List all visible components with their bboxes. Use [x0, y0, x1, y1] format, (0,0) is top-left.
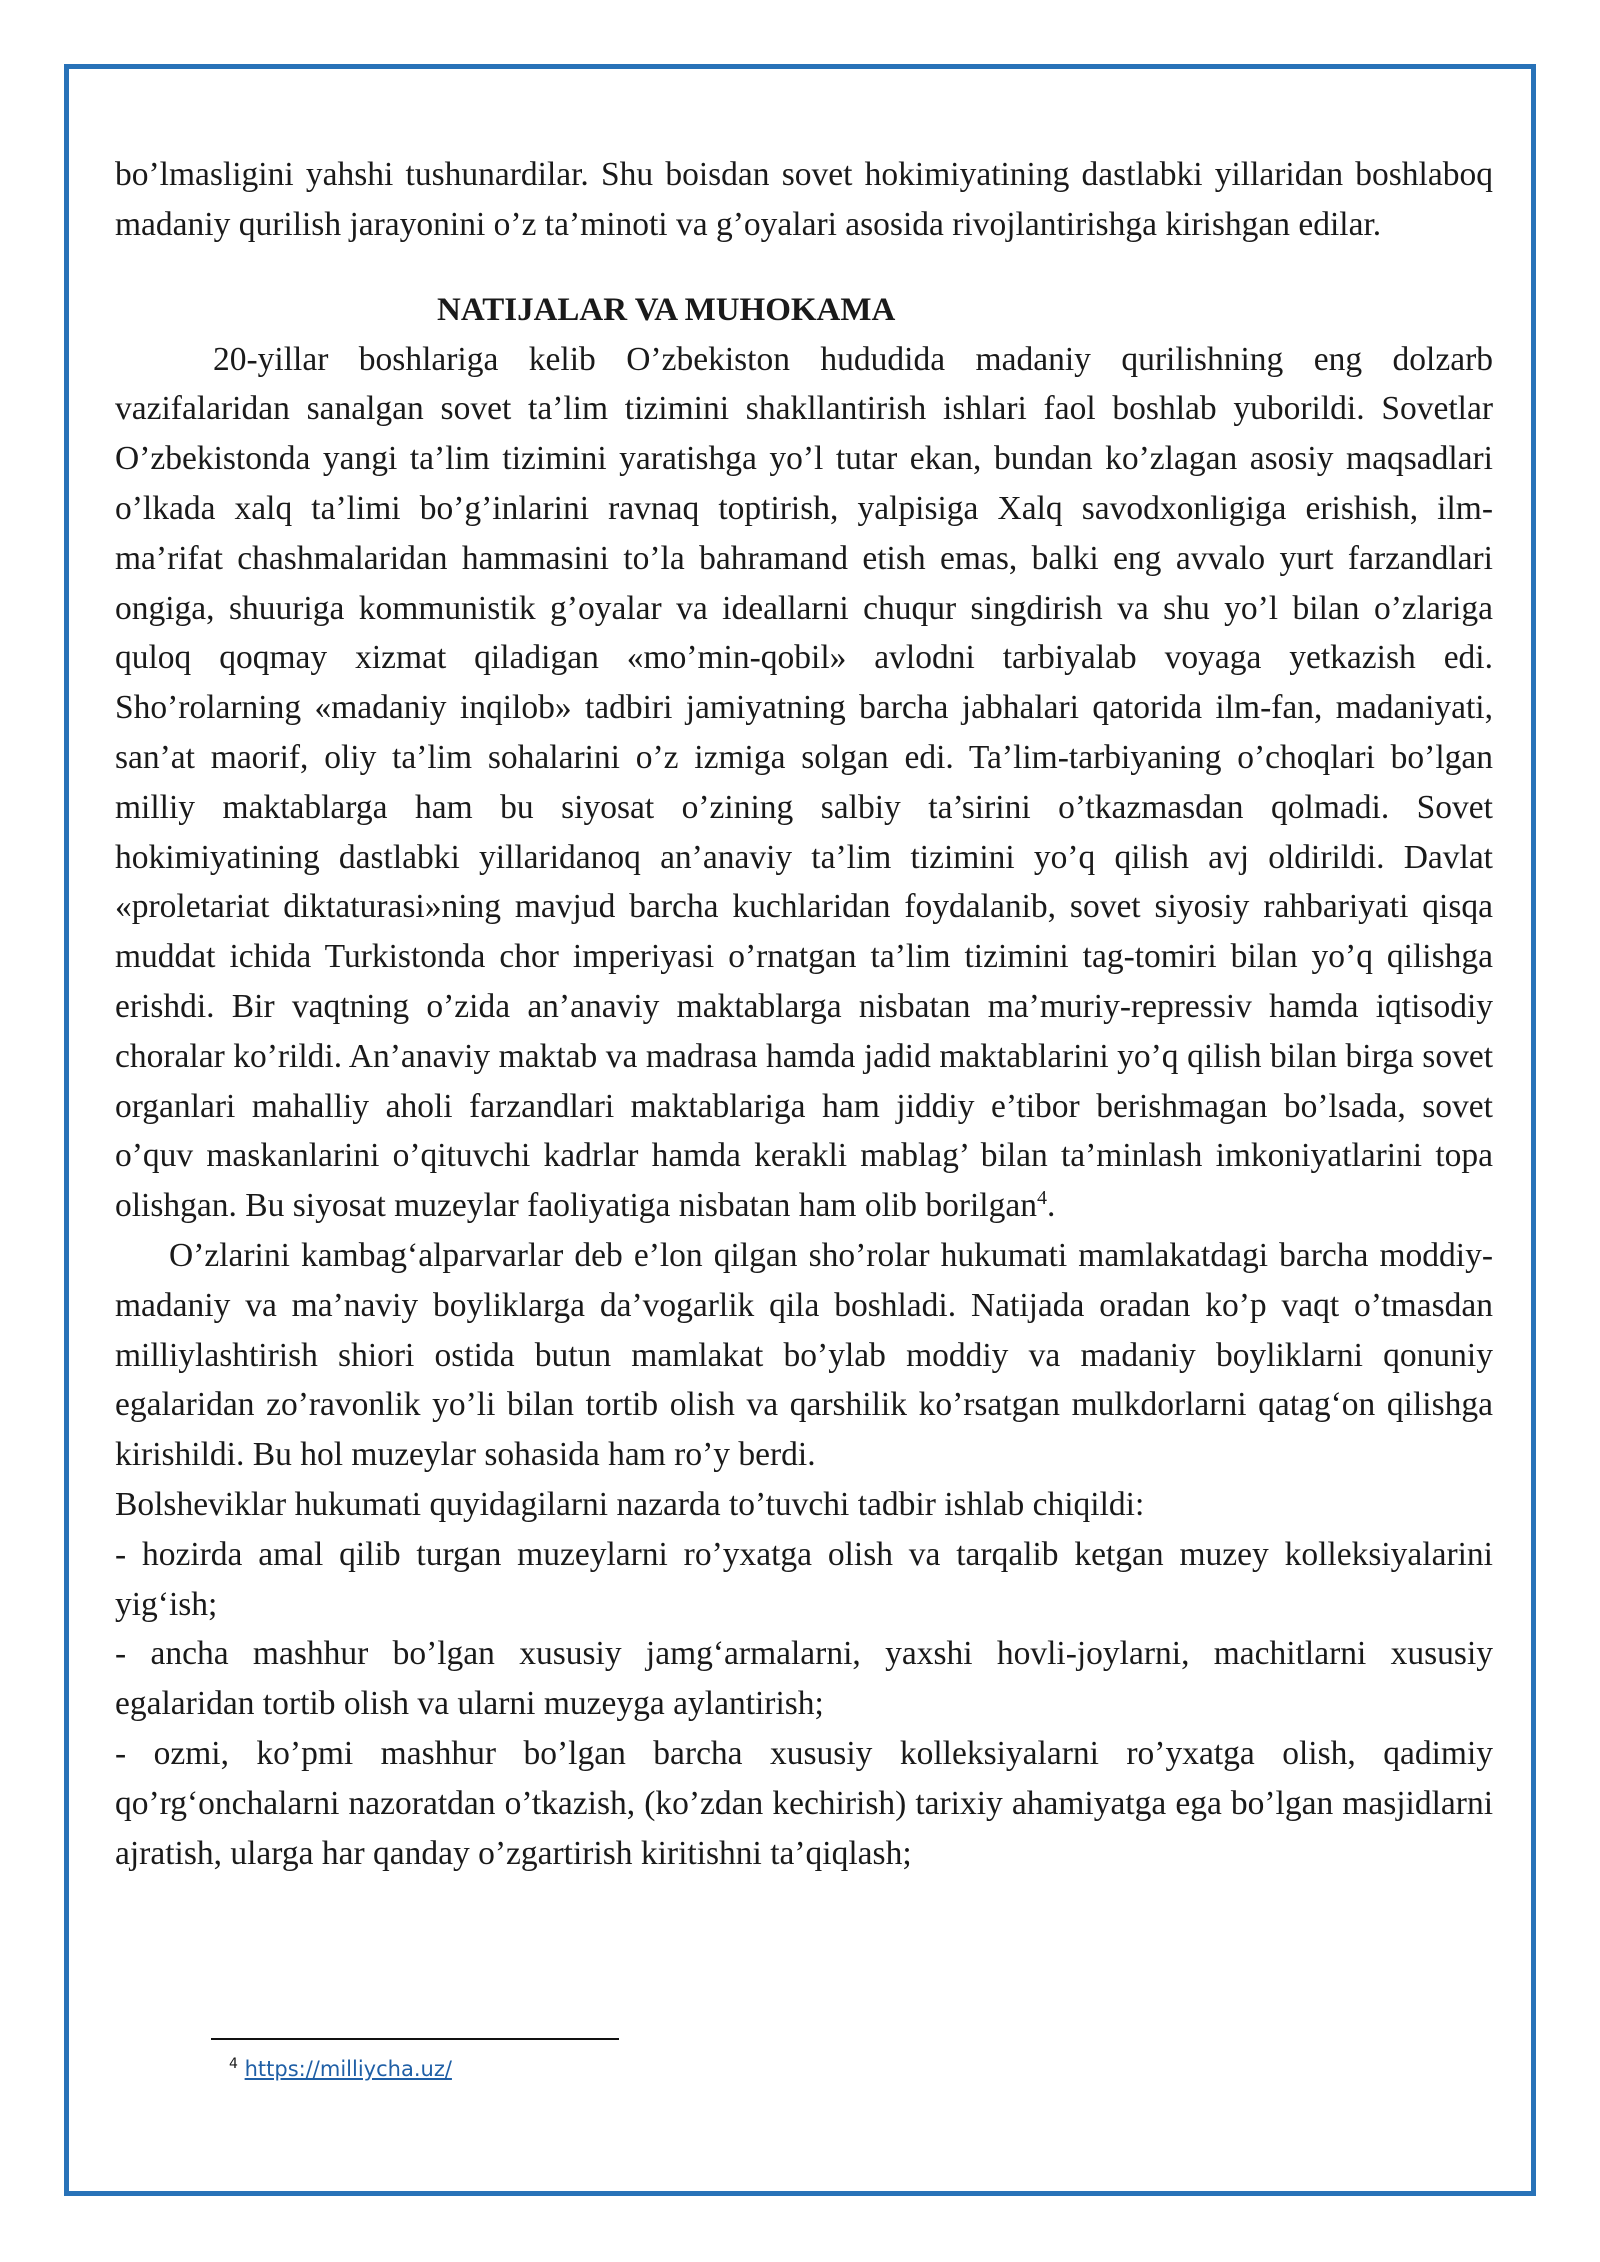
document-body	[115, 150, 1493, 1878]
section-heading: NATIJALAR VA MUHOKAMA	[437, 291, 896, 328]
list-item-1: - hozirda amal qilib turgan muzeylarni ro’yxatga olish va tarqalib ketgan muzey kolleksiyalarini yig‘ish;	[115, 1535, 1493, 1623]
list-item-2: - ancha mashhur bo’lgan xususiy jamg‘armalarni, yaxshi hovli-joylarni, machitlarni xususiy egalaridan tortib olish va ularni muzeyga aylantirish;	[115, 1635, 1493, 1723]
paragraph-1-text: 20-yillar boshlariga kelib O’zbekiston hududida madaniy qurilishning eng dolzarb vazifalaridan sanalgan sovet ta’lim tizimini shakllantirish ishlari faol boshlab yuborildi. Sovetlar O’zbekistonda yangi ta’lim tizimini yaratishga yo’l tutar ekan, bundan ko’zlagan asosiy maqsadlari o’lkada xalq ta’limi bo’g’inlarini ravnaq toptirish, yalpisiga Xalq savodxonligiga erishish, ilm-ma’rifat chashmalaridan hammasini to’la bahramand etish emas, balki eng avvalo yurt farzandlari ongiga, shuuriga kommunistik g’oyalar va ideallarni chuqur singdirish va shu yo’l bilan o’zlariga quloq qoqmay xizmat qiladigan «mo’min-qobil» avlodni tarbiyalab voyaga yetkazish edi. Sho’rolarning «madaniy inqilob» tadbiri jamiyatning barcha jabhalari qatorida ilm-fan, madaniyati, san’at maorif, oliy ta’lim sohalarini o’z izmiga solgan edi. Ta’lim-tarbiyaning o’choqlari bo’lgan milliy maktablarga ham bu siyosat o’zining salbiy ta’sirini o’tkazmasdan qolmadi. Sovet hokimiyatining dastlabki yillaridanoq an’anaviy ta’lim tizimini yo’q qilish avj oldirildi. Davlat «proletariat diktaturasi»ning mavjud barcha kuchlaridan foydalanib, sovet siyosiy rahbariyati qisqa muddat ichida Turkistonda chor imperiyasi o’rnatgan ta’lim tizimini tag-tomiri bilan yo’q qilishga erishdi. Bir vaqtning o’zida an’anaviy maktablarga nisbatan ma’muriy-repressiv hamda iqtisodiy choralar ko’rildi. An’anaviy maktab va madrasa hamda jadid maktablarini yo’q qilish bilan birga sovet organlari mahalliy aholi farzandlari maktablariga ham jiddiy e’tibor berishmagan bo’lsada, sovet o’quv maskanlarini o’qituvchi kadrlar hamda kerakli mablag’ bilan ta’minlash imkoniyatlarini topa olishgan. Bu siyosat muzeylar faoliyatiga nisbatan ham olib borilgan	[115, 340, 1493, 1225]
paragraph-3: Bolsheviklar hukumati quyidagilarni nazarda to’tuvchi tadbir ishlab chiqildi:	[115, 1485, 1145, 1523]
footnote	[229, 2054, 452, 2084]
list-item-3: - ozmi, ko’pmi mashhur bo’lgan barcha xususiy kolleksiyalarni ro’yxatga olish, qadimiy qo’rg‘onchalarni nazoratdan o’tkazish, (ko’zdan kechirish) tarixiy ahamiyatga ega bo’lgan masjidlarni ajratish, ularga har qanday o’zgartirish kiritishni ta’qiqlash;	[115, 1734, 1493, 1872]
paragraph-1	[115, 335, 1493, 1231]
intro-paragraph: bo’lmasligini yahshi tushunardilar. Shu boisdan sovet hokimiyatining dastlabki yillaridan boshlaboq madaniy qurilish jarayonini o’z ta’minoti va g’oyalari asosida rivojlantirishga kirishgan edilar.	[115, 156, 1493, 243]
footnote-reference[interactable]: 4	[1037, 1186, 1047, 1209]
paragraph-2: O’zlarini kambag‘alparvarlar deb e’lon qilgan sho’rolar hukumati mamlakatdagi barcha moddiy-madaniy va ma’naviy boyliklarga da’vogarlik qila boshladi. Natijada oradan ko’p vaqt o’tmasdan milliylashtirish shiori ostida butun mamlakat bo’ylab moddiy va madaniy boyliklarni qonuniy egalaridan zo’ravonlik yo’li bilan tortib olish va qarshilik ko’rsatgan mulkdorlarni qatag‘on qilishga kirishildi. Bu hol muzeylar sohasida ham ro’y berdi.	[115, 1236, 1493, 1474]
footnote-separator	[211, 2038, 619, 2040]
footnote-number: 4	[229, 2056, 238, 2072]
paragraph-1-end: .	[1047, 1187, 1056, 1225]
footnote-link[interactable]: https://milliycha.uz/	[244, 2057, 452, 2081]
